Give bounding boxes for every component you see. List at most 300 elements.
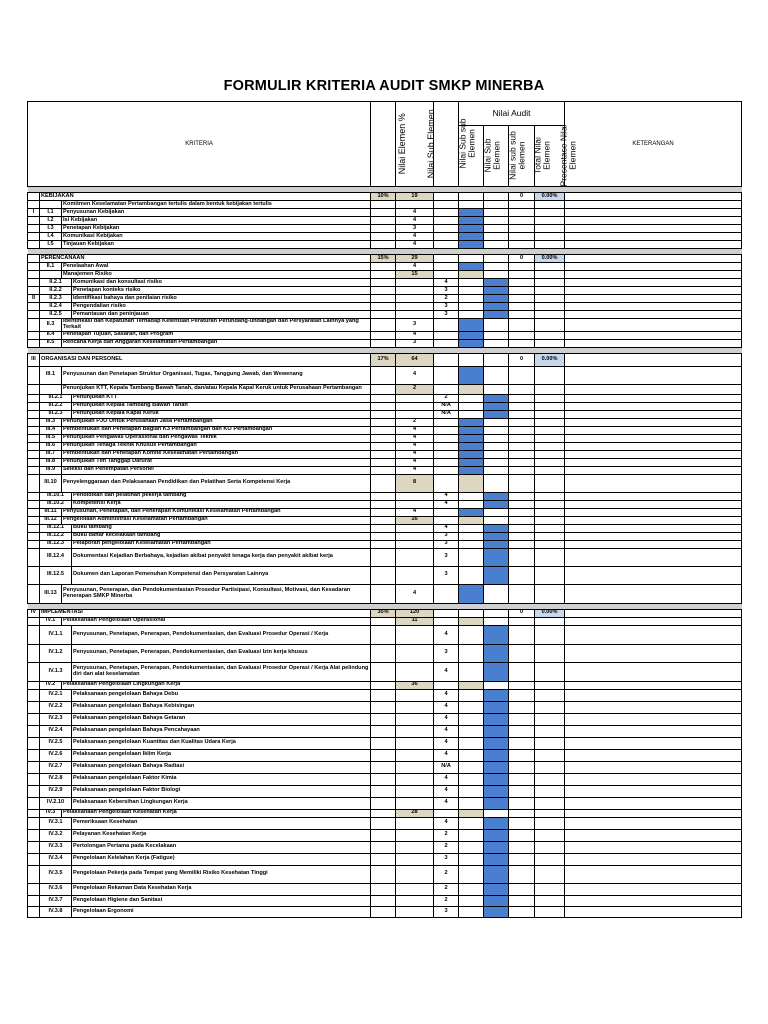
nilai-elemen [371, 644, 396, 662]
audit-sub-sub-value [484, 466, 509, 474]
element-title: ORGANISASI DAN PERSONEL [40, 353, 371, 366]
sub-element-value: 4 [396, 233, 434, 241]
sub-sub-value [434, 434, 459, 442]
presentase-nilai-elemen [535, 434, 565, 442]
element-numeral [28, 773, 40, 785]
criterion-text: Penunjukan Pengawas Operasional dan Pengawas Teknik [62, 434, 371, 442]
total-nilai-elemen [509, 434, 535, 442]
audit-sub-value [459, 841, 484, 853]
sub-sub-element-row [28, 895, 742, 906]
presentase-nilai-elemen [535, 713, 565, 725]
sub-element-row [28, 474, 742, 492]
total-nilai-elemen: 0 [509, 353, 535, 366]
audit-sub-sub-value [484, 450, 509, 458]
keterangan-cell [565, 225, 742, 233]
sub-sub-element-row [28, 492, 742, 500]
total-nilai-elemen [509, 749, 535, 761]
element-numeral [28, 394, 40, 402]
total-nilai-elemen [509, 394, 535, 402]
nilai-elemen [371, 233, 396, 241]
total-nilai-elemen: 0 [509, 193, 535, 201]
criterion-code: IV.3.4 [40, 853, 72, 865]
keterangan-cell [565, 209, 742, 217]
presentase-nilai-elemen [535, 662, 565, 681]
keterangan-cell [565, 255, 742, 263]
audit-sub-sub-value [484, 524, 509, 532]
criterion-code: IV.3.1 [40, 817, 72, 829]
sub-sub-element-row [28, 761, 742, 773]
audit-sub-value [459, 450, 484, 458]
criterion-code: IV.3 [40, 809, 62, 817]
criterion-text: Pelaksanaan Pengelolaan Kesehatan Kerja [62, 809, 371, 817]
header-audit-sub-elemen: Nilai Sub Elemen [459, 126, 484, 187]
total-nilai-elemen [509, 442, 535, 450]
criterion-text: Pemeriksaan Kesehatan [72, 817, 371, 829]
nilai-elemen [371, 681, 396, 689]
sub-sub-element-row [28, 548, 742, 566]
audit-sub-value [459, 566, 484, 584]
nilai-sub-elemen [396, 410, 434, 418]
element-numeral [28, 193, 40, 201]
nilai-elemen [371, 410, 396, 418]
sub-element-value: 4 [396, 426, 434, 434]
keterangan-cell [565, 524, 742, 532]
nilai-elemen [371, 287, 396, 295]
total-nilai-elemen [509, 492, 535, 500]
element-percentage: 15% [371, 255, 396, 263]
criterion-text: Pengendalian risiko [72, 303, 371, 311]
sub-sub-element-row [28, 303, 742, 311]
audit-sub-sub-value [484, 500, 509, 508]
sub-sub-value [434, 458, 459, 466]
sub-sub-value [434, 217, 459, 225]
criterion-code: III.12.4 [40, 548, 72, 566]
nilai-sub-elemen [396, 394, 434, 402]
keterangan-cell [565, 458, 742, 466]
sub-element-value: 4 [396, 466, 434, 474]
element-numeral [28, 725, 40, 737]
sub-sub-element-row [28, 295, 742, 303]
keterangan-cell [565, 566, 742, 584]
audit-sub-value [459, 681, 484, 689]
audit-sub-sub-value [484, 442, 509, 450]
criterion-code: II.5 [40, 339, 62, 347]
nilai-elemen [371, 263, 396, 271]
criterion-text: Penunjukan Kepala Kapal Keruk [72, 410, 371, 418]
sub-element-value: 4 [396, 217, 434, 225]
criterion-text: Identifikasi dan Kepatuhan Terhadap Ketentuan Peraturan Perundang-undangan dan Persyaratan Lainnya yang Terkait [62, 319, 371, 332]
sub-sub-element-row [28, 287, 742, 295]
nilai-sub-elemen [396, 662, 434, 681]
audit-sub-value [459, 516, 484, 524]
keterangan-cell [565, 508, 742, 516]
keterangan-cell [565, 829, 742, 841]
criterion-text: Pelaksanaan pengelolaan Iklim Kerja [72, 749, 371, 761]
keterangan-cell [565, 883, 742, 895]
total-nilai-elemen [509, 295, 535, 303]
sub-sub-value: N/A [434, 402, 459, 410]
total-nilai-elemen [509, 895, 535, 906]
criterion-code: III.12.1 [40, 524, 72, 532]
audit-sub-value [459, 217, 484, 225]
total-nilai-elemen [509, 566, 535, 584]
audit-sub-sub-value [484, 193, 509, 201]
audit-sub-value [459, 749, 484, 761]
total-nilai-elemen [509, 402, 535, 410]
presentase-nilai-elemen [535, 271, 565, 279]
sub-sub-value: 4 [434, 737, 459, 749]
sub-sub-element-row [28, 689, 742, 701]
nilai-sub-elemen [396, 883, 434, 895]
nilai-sub-elemen [396, 625, 434, 644]
criterion-code: IV.2.2 [40, 701, 72, 713]
nilai-sub-elemen [396, 895, 434, 906]
criterion-text: Penetapan Kebijakan [62, 225, 371, 233]
presentase-nilai-elemen [535, 394, 565, 402]
nilai-elemen [371, 548, 396, 566]
criterion-code: III.10 [40, 474, 62, 492]
sub-sub-value: 4 [434, 773, 459, 785]
presentase-nilai-elemen [535, 809, 565, 817]
keterangan-cell [565, 617, 742, 625]
sub-sub-value: 4 [434, 625, 459, 644]
criterion-text: Pelaporan pengelolaan Keselamatan Pertambangan [72, 540, 371, 548]
presentase-nilai-elemen [535, 287, 565, 295]
presentase-nilai-elemen [535, 241, 565, 249]
sub-sub-element-row [28, 394, 742, 402]
sub-element-value: 4 [396, 458, 434, 466]
sub-sub-value [434, 450, 459, 458]
presentase-nilai-elemen [535, 853, 565, 865]
sub-element-row [28, 516, 742, 524]
element-numeral [28, 474, 40, 492]
element-sub-total: 120 [396, 609, 434, 617]
audit-sub-value [459, 761, 484, 773]
criterion-text: Pelaksanaan pengelolaan Bahaya Debu [72, 689, 371, 701]
sub-sub-value [434, 263, 459, 271]
keterangan-cell [565, 295, 742, 303]
keterangan-cell [565, 809, 742, 817]
nilai-elemen [371, 584, 396, 603]
criterion-code: III.11 [40, 508, 62, 516]
sub-sub-value [434, 209, 459, 217]
nilai-elemen [371, 311, 396, 319]
keterangan-cell [565, 737, 742, 749]
element-numeral [28, 566, 40, 584]
keterangan-cell [565, 516, 742, 524]
audit-sub-sub-value [484, 749, 509, 761]
criterion-text: Komunikasi Kebijakan [62, 233, 371, 241]
keterangan-cell [565, 311, 742, 319]
criterion-code: III.2.1 [40, 394, 72, 402]
element-numeral [28, 402, 40, 410]
presentase-nilai-elemen [535, 311, 565, 319]
presentase-nilai-elemen [535, 263, 565, 271]
presentase-nilai-elemen: 0.00% [535, 255, 565, 263]
audit-sub-sub-value [484, 625, 509, 644]
criterion-code: IV.2.5 [40, 737, 72, 749]
total-nilai-elemen [509, 279, 535, 287]
sub-sub-element-row [28, 749, 742, 761]
audit-sub-value [459, 617, 484, 625]
element-numeral [28, 785, 40, 797]
audit-sub-value [459, 319, 484, 332]
criterion-text: Pengelolaan Pekerja pada Tempat yang Memiliki Risiko Kesehatan Tinggi [72, 865, 371, 883]
element-numeral [28, 713, 40, 725]
sub-element-value: 4 [396, 263, 434, 271]
audit-sub-sub-value [484, 737, 509, 749]
keterangan-cell [565, 263, 742, 271]
total-nilai-elemen [509, 644, 535, 662]
criterion-text: Manajemen Risiko [62, 271, 371, 279]
criterion-text: Pelaksanaan Kebersihan Lingkungan Kerja [72, 797, 371, 809]
element-numeral: III [28, 353, 40, 366]
element-numeral: I [28, 209, 40, 217]
audit-sub-value [459, 366, 484, 384]
sub-sub-value [434, 366, 459, 384]
presentase-nilai-elemen [535, 761, 565, 773]
nilai-elemen [371, 883, 396, 895]
presentase-nilai-elemen [535, 566, 565, 584]
keterangan-cell [565, 532, 742, 540]
criterion-text: Penyusunan, Penetapan, Penerapan, Pendokumentasian, dan Evaluasi Prosedur Operasi / Kerja [72, 625, 371, 644]
nilai-elemen [371, 450, 396, 458]
audit-sub-sub-value [484, 895, 509, 906]
element-numeral [28, 418, 40, 426]
element-numeral [28, 279, 40, 287]
keterangan-cell [565, 466, 742, 474]
criterion-text: Penetapan Tujuan, Sasaran, dan Program [62, 331, 371, 339]
sub-sub-value [434, 353, 459, 366]
element-numeral [28, 524, 40, 532]
nilai-sub-elemen [396, 761, 434, 773]
audit-sub-sub-value [484, 287, 509, 295]
element-numeral [28, 532, 40, 540]
header-audit-sub-sub-elemen: Nilai sub sub elemen [484, 126, 509, 187]
sub-element-row [28, 225, 742, 233]
presentase-nilai-elemen [535, 339, 565, 347]
total-nilai-elemen [509, 662, 535, 681]
nilai-elemen [371, 853, 396, 865]
total-nilai-elemen [509, 809, 535, 817]
presentase-nilai-elemen [535, 773, 565, 785]
nilai-elemen [371, 532, 396, 540]
element-numeral [28, 548, 40, 566]
sub-sub-value [434, 474, 459, 492]
audit-sub-value [459, 584, 484, 603]
keterangan-cell [565, 761, 742, 773]
sub-sub-value: 4 [434, 797, 459, 809]
nilai-elemen [371, 466, 396, 474]
element-title: PERENCANAAN [40, 255, 371, 263]
sub-sub-element-row [28, 566, 742, 584]
criterion-text: Pembentukan dan Penetapan Bagian K3 Pertambangan dan KO Pertambangan [62, 426, 371, 434]
keterangan-cell [565, 773, 742, 785]
audit-sub-sub-value [484, 809, 509, 817]
audit-sub-value [459, 271, 484, 279]
sub-sub-value: 2 [434, 394, 459, 402]
sub-sub-element-row [28, 797, 742, 809]
audit-sub-sub-value [484, 701, 509, 713]
sub-sub-element-row [28, 773, 742, 785]
nilai-sub-elemen [396, 548, 434, 566]
criterion-text: Penetapan konteks risiko [72, 287, 371, 295]
audit-sub-sub-value [484, 217, 509, 225]
presentase-nilai-elemen [535, 841, 565, 853]
presentase-nilai-elemen [535, 442, 565, 450]
presentase-nilai-elemen [535, 474, 565, 492]
audit-sub-sub-value [484, 426, 509, 434]
nilai-elemen [371, 566, 396, 584]
nilai-elemen [371, 689, 396, 701]
audit-sub-sub-value [484, 209, 509, 217]
criterion-code: IV.2.8 [40, 773, 72, 785]
presentase-nilai-elemen [535, 737, 565, 749]
criterion-text: Penunjukan Tim Tanggap Darurat [62, 458, 371, 466]
nilai-elemen [371, 418, 396, 426]
presentase-nilai-elemen [535, 895, 565, 906]
sub-sub-value: 4 [434, 785, 459, 797]
sub-sub-value [434, 233, 459, 241]
sub-sub-element-row [28, 532, 742, 540]
total-nilai-elemen [509, 883, 535, 895]
total-nilai-elemen [509, 303, 535, 311]
element-numeral [28, 841, 40, 853]
total-nilai-elemen [509, 524, 535, 532]
criterion-text: Penyusunan, Penetapan, Penerapan, Pendokumentasian, dan Evaluasi Prosedur Operasi / Kerja Alat pelindung diri dan alat keselamatan [72, 662, 371, 681]
audit-sub-value [459, 279, 484, 287]
element-numeral [28, 458, 40, 466]
presentase-nilai-elemen: 0.00% [535, 353, 565, 366]
audit-sub-value [459, 701, 484, 713]
element-row [28, 193, 742, 201]
sub-sub-value: 2 [434, 895, 459, 906]
criterion-text: Dokumentasi Kejadian Berbahaya, kejadian akibat penyakit tenaga kerja dan penyakit akibat kerja [72, 548, 371, 566]
keterangan-cell [565, 241, 742, 249]
element-numeral [28, 516, 40, 524]
presentase-nilai-elemen [535, 785, 565, 797]
audit-sub-value [459, 906, 484, 917]
criterion-text: Pelaksanaan pengelolaan Faktor Kimia [72, 773, 371, 785]
header-nilai-audit: Nilai Audit [459, 102, 565, 126]
audit-sub-sub-value [484, 311, 509, 319]
criterion-text: Identifikasi bahaya dan penilaian risiko [72, 295, 371, 303]
audit-sub-value [459, 829, 484, 841]
sub-sub-element-row [28, 829, 742, 841]
criterion-code: II.3 [40, 319, 62, 332]
audit-sub-value [459, 689, 484, 701]
nilai-elemen [371, 366, 396, 384]
nilai-elemen [371, 384, 396, 394]
criterion-text: Pendidikan dan pelatihan pekerja tambang [72, 492, 371, 500]
element-numeral [28, 434, 40, 442]
element-title: IMPLEMENTASI [40, 609, 371, 617]
presentase-nilai-elemen [535, 466, 565, 474]
presentase-nilai-elemen [535, 797, 565, 809]
sub-sub-value [434, 516, 459, 524]
nilai-elemen [371, 394, 396, 402]
keterangan-cell [565, 279, 742, 287]
total-nilai-elemen [509, 817, 535, 829]
nilai-elemen [371, 841, 396, 853]
sub-sub-value [434, 809, 459, 817]
nilai-sub-elemen [396, 532, 434, 540]
presentase-nilai-elemen [535, 865, 565, 883]
audit-sub-sub-value [484, 492, 509, 500]
criterion-code: III.8 [40, 458, 62, 466]
sub-sub-value: 3 [434, 906, 459, 917]
total-nilai-elemen [509, 737, 535, 749]
element-sub-total: 29 [396, 255, 434, 263]
audit-sub-value [459, 785, 484, 797]
sub-sub-value: 4 [434, 500, 459, 508]
sub-element-value: 4 [396, 241, 434, 249]
criterion-text: Komunikasi dan konsultasi risiko [72, 279, 371, 287]
audit-sub-value [459, 295, 484, 303]
keterangan-cell [565, 689, 742, 701]
sub-element-value: 16 [396, 516, 434, 524]
presentase-nilai-elemen [535, 548, 565, 566]
audit-sub-sub-value [484, 829, 509, 841]
sub-element-row [28, 809, 742, 817]
sub-sub-value: 3 [434, 566, 459, 584]
audit-sub-sub-value [484, 906, 509, 917]
nilai-sub-elemen [396, 295, 434, 303]
total-nilai-elemen [509, 466, 535, 474]
audit-sub-sub-value [484, 797, 509, 809]
sub-sub-value: 4 [434, 701, 459, 713]
presentase-nilai-elemen [535, 217, 565, 225]
sub-element-row [28, 339, 742, 347]
criterion-text: Pengelolaan Administrasi Keselamatan Pertambangan [62, 516, 371, 524]
sub-sub-element-row [28, 662, 742, 681]
audit-sub-value [459, 418, 484, 426]
element-numeral [28, 701, 40, 713]
audit-sub-value [459, 255, 484, 263]
criterion-text: Pengelolaan Higiene dan Sanitasi [72, 895, 371, 906]
audit-sub-value [459, 540, 484, 548]
audit-sub-value [459, 442, 484, 450]
nilai-elemen [371, 474, 396, 492]
audit-sub-value [459, 233, 484, 241]
element-numeral [28, 233, 40, 241]
sub-element-row [28, 233, 742, 241]
element-numeral [28, 865, 40, 883]
presentase-nilai-elemen [535, 689, 565, 701]
form-title: FORMULIR KRITERIA AUDIT SMKP MINERBA [223, 78, 545, 94]
element-numeral [28, 883, 40, 895]
sub-sub-element-row [28, 865, 742, 883]
total-nilai-elemen [509, 540, 535, 548]
criterion-text: Pelaksanaan Pengelolaan Lingkungan Kerja [62, 681, 371, 689]
audit-sub-value [459, 492, 484, 500]
presentase-nilai-elemen [535, 366, 565, 384]
sub-sub-value: 4 [434, 662, 459, 681]
total-nilai-elemen [509, 785, 535, 797]
audit-sub-sub-value [484, 458, 509, 466]
audit-sub-sub-value [484, 516, 509, 524]
criterion-code: II.2.3 [40, 295, 72, 303]
sub-sub-value: 4 [434, 689, 459, 701]
criterion-text: Buku daftar kecelakaan tambang [72, 532, 371, 540]
presentase-nilai-elemen [535, 450, 565, 458]
sub-sub-element-row [28, 500, 742, 508]
sub-element-value: 4 [396, 366, 434, 384]
total-nilai-elemen [509, 331, 535, 339]
keterangan-cell [565, 233, 742, 241]
sub-element-value: 4 [396, 434, 434, 442]
presentase-nilai-elemen [535, 331, 565, 339]
